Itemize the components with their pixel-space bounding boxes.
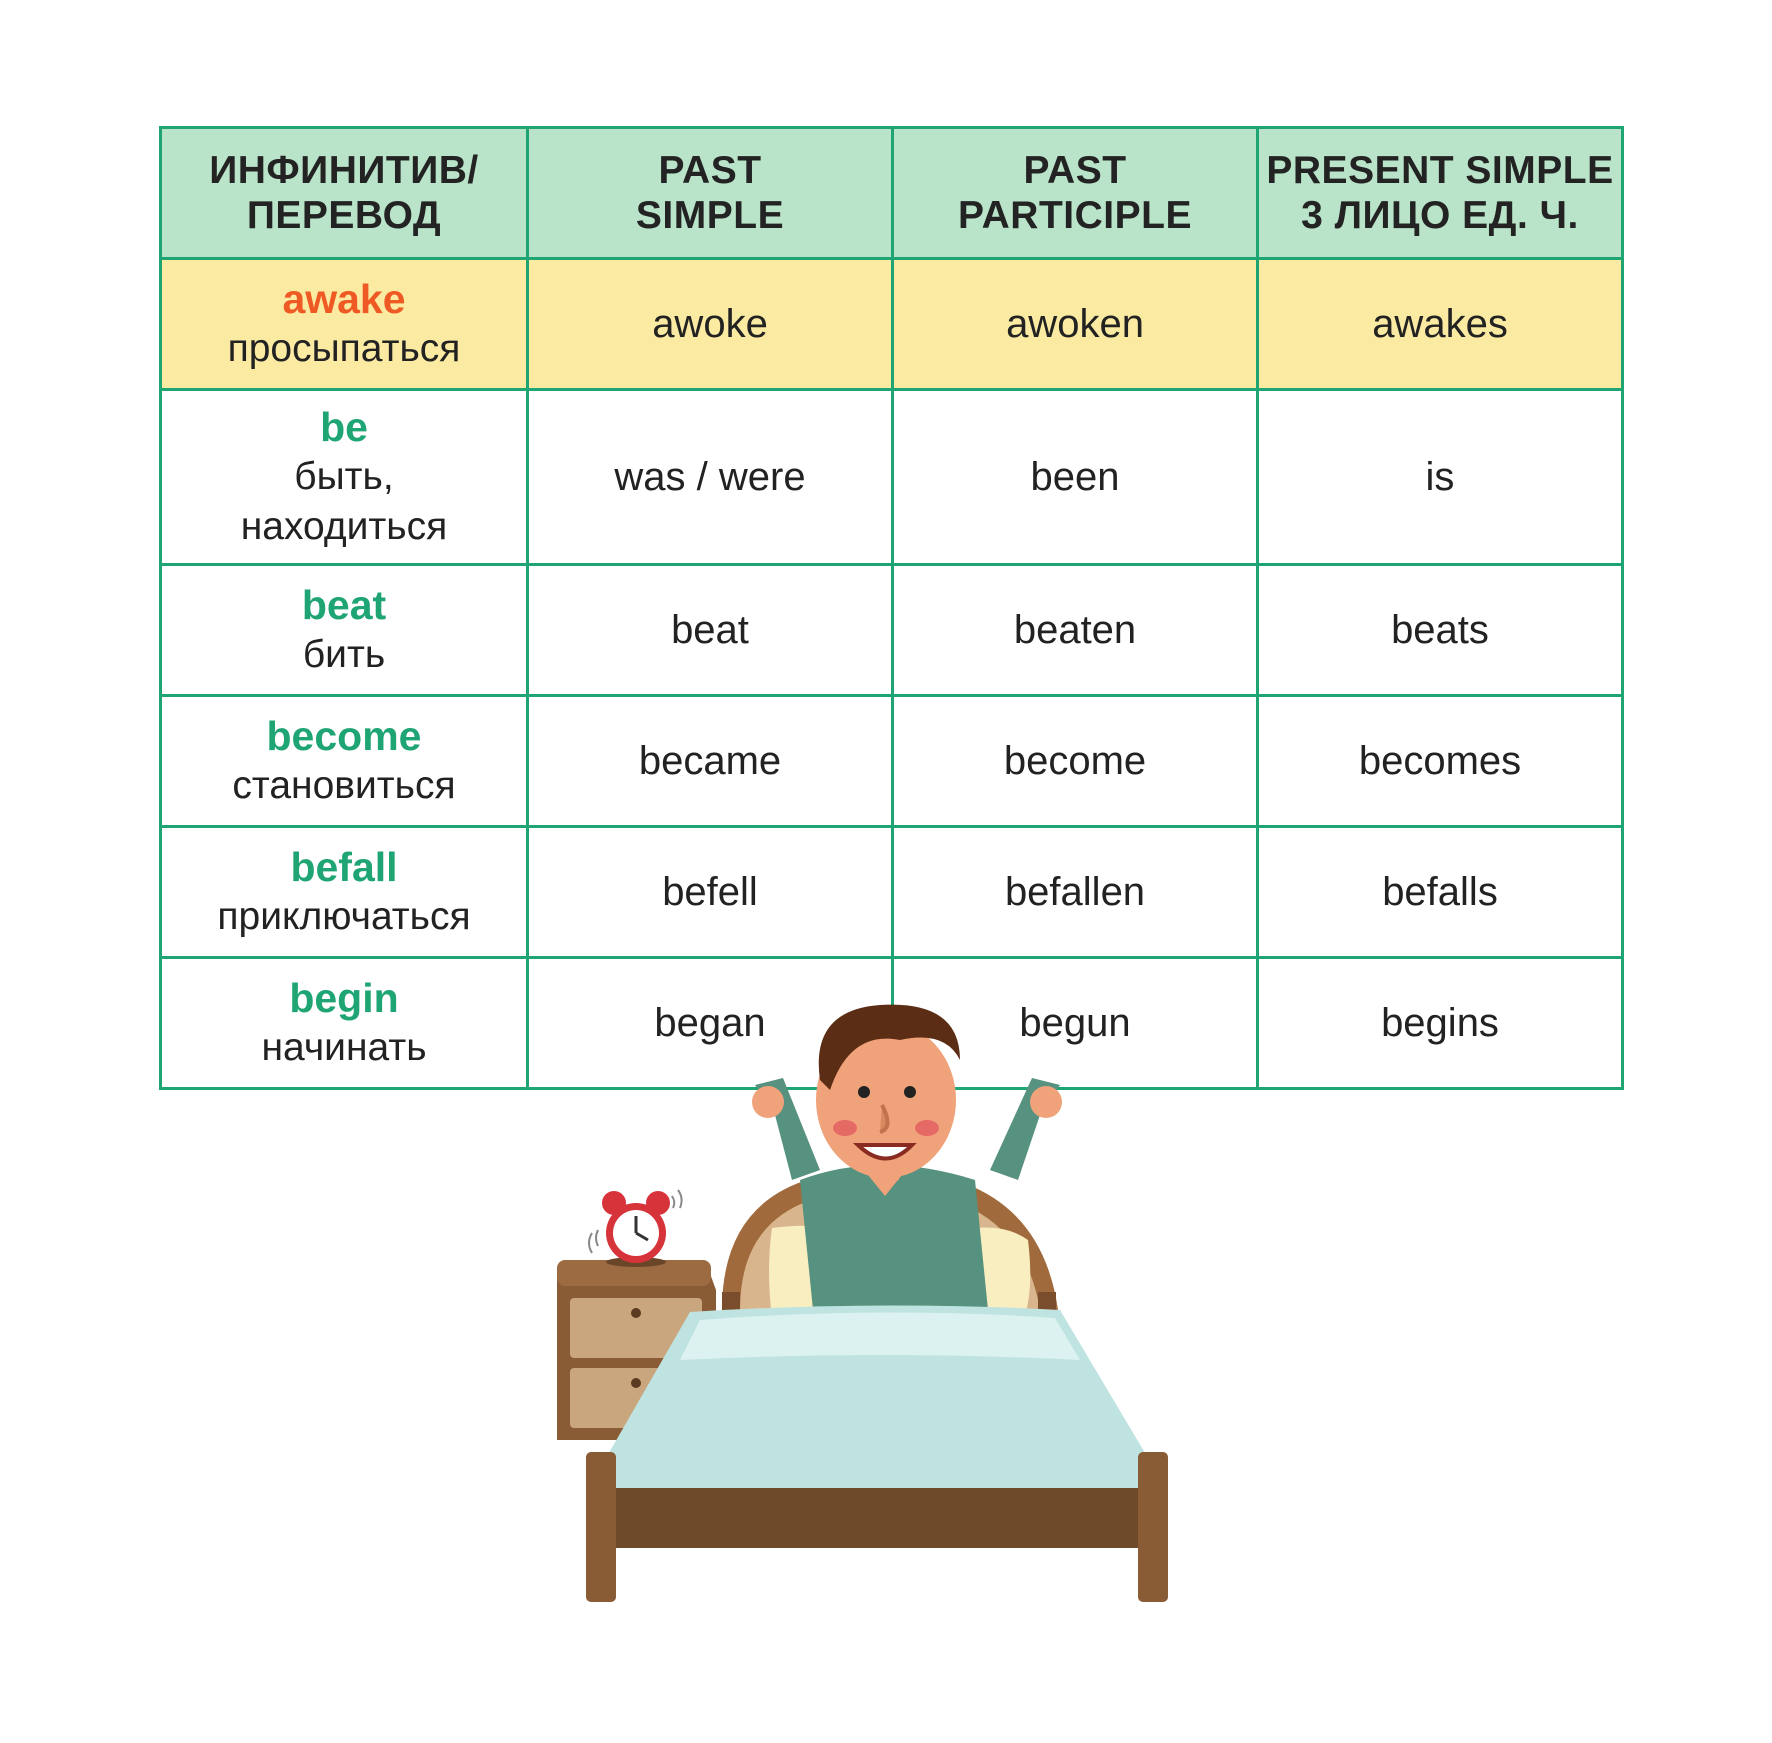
bed-frame	[586, 1452, 1168, 1602]
verb-translation: приключаться	[217, 895, 471, 938]
header-present-3rd-line2: 3 ЛИЦО ЕД. Ч.	[1301, 194, 1579, 237]
irregular-verbs-table	[159, 126, 1624, 1090]
header-past-participle-line2: PARTICIPLE	[958, 194, 1192, 237]
header-present-3rd-line1: PRESENT SIMPLE	[1266, 149, 1614, 192]
verb-infinitive: begin	[289, 975, 399, 1021]
past-participle-cell: been	[893, 390, 1258, 565]
table-row	[161, 696, 1623, 827]
header-past-simple	[528, 128, 893, 259]
header-past-participle	[893, 128, 1258, 259]
past-participle-cell: begun	[893, 958, 1258, 1089]
past-participle-cell: beaten	[893, 565, 1258, 696]
alarm-clock-icon	[589, 1190, 682, 1267]
table-row	[161, 390, 1623, 565]
verb-infinitive: be	[320, 404, 368, 450]
bed-blanket	[606, 1305, 1148, 1458]
header-past-simple-line2: SIMPLE	[635, 194, 785, 237]
infinitive-cell	[161, 696, 528, 827]
infinitive-cell	[161, 958, 528, 1089]
verb-translation: бить	[302, 633, 386, 676]
past-simple-cell: awoke	[528, 259, 893, 390]
past-simple-cell: began	[528, 958, 893, 1089]
past-simple-cell: became	[528, 696, 893, 827]
header-past-participle-line1: PAST	[1023, 149, 1127, 192]
header-past-simple-line1: PAST	[658, 149, 762, 192]
table-header-row	[161, 128, 1623, 259]
header-infinitive	[161, 128, 528, 259]
header-present-3rd	[1258, 128, 1623, 259]
present-3rd-cell: is	[1258, 390, 1623, 565]
verb-infinitive: become	[266, 713, 422, 759]
present-3rd-cell: beats	[1258, 565, 1623, 696]
table-row	[161, 827, 1623, 958]
present-3rd-cell: begins	[1258, 958, 1623, 1089]
infinitive-cell	[161, 259, 528, 390]
bed-headboard	[722, 1170, 1058, 1322]
verb-translation: становиться	[232, 764, 456, 807]
bed-blanket-fold	[680, 1312, 1080, 1360]
nightstand	[557, 1260, 716, 1440]
verb-infinitive: befall	[290, 844, 398, 890]
verb-infinitive: beat	[301, 582, 387, 628]
table-row	[161, 565, 1623, 696]
past-participle-cell: befallen	[893, 827, 1258, 958]
verb-translation: начинать	[261, 1026, 427, 1069]
present-3rd-cell: awakes	[1258, 259, 1623, 390]
past-simple-cell: was / were	[528, 390, 893, 565]
past-simple-cell: beat	[528, 565, 893, 696]
infinitive-cell	[161, 390, 528, 565]
past-simple-cell: befell	[528, 827, 893, 958]
pillow	[769, 1226, 862, 1323]
past-participle-cell: become	[893, 696, 1258, 827]
header-infinitive-line2: ПЕРЕВОД	[246, 194, 442, 237]
infinitive-cell	[161, 565, 528, 696]
table-row	[161, 958, 1623, 1089]
header-infinitive-line1: ИНФИНИТИВ/	[209, 149, 479, 192]
verb-translation: быть, находиться	[240, 455, 448, 548]
table-row	[161, 259, 1623, 390]
verb-translation: просыпаться	[227, 327, 461, 370]
infinitive-cell	[161, 827, 528, 958]
pillow	[950, 1228, 1030, 1325]
present-3rd-cell: befalls	[1258, 827, 1623, 958]
past-participle-cell: awoken	[893, 259, 1258, 390]
verb-infinitive: awake	[282, 276, 406, 322]
present-3rd-cell: becomes	[1258, 696, 1623, 827]
